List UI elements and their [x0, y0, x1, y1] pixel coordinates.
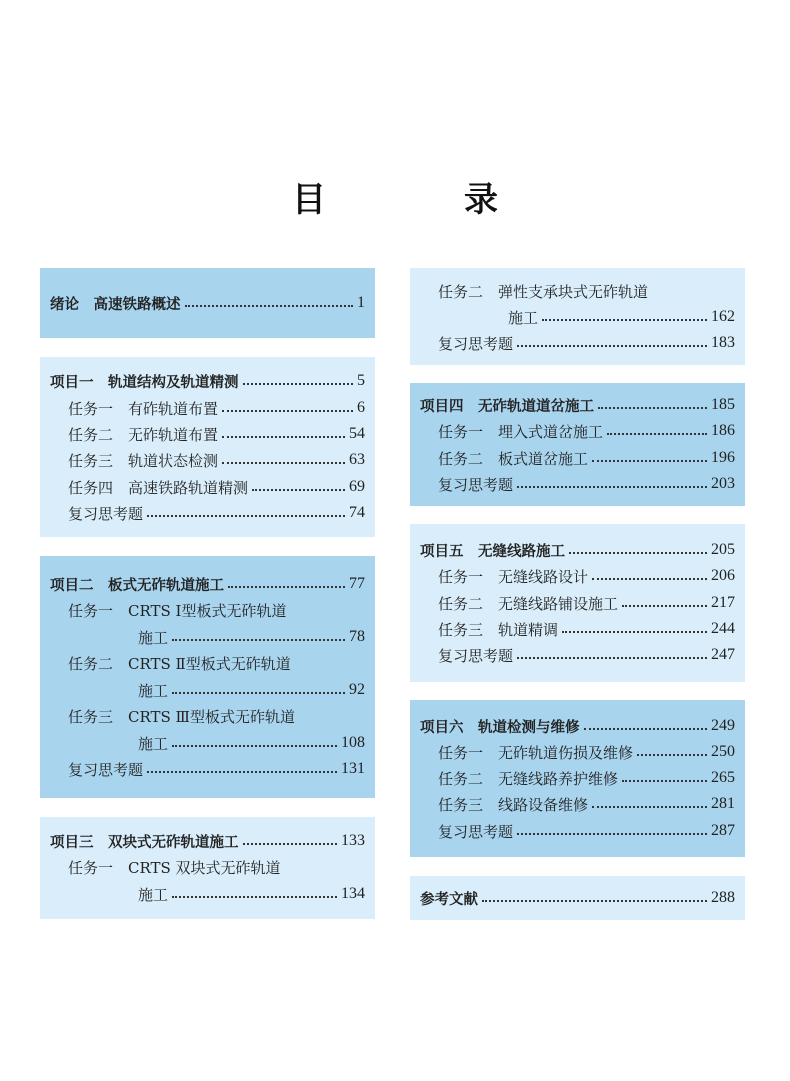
page-number: 185 [711, 396, 735, 413]
page-number: 247 [711, 646, 735, 663]
entry-label: 绪论 高速铁路概述 [50, 296, 181, 313]
entry-label: 任务二 无缝线路铺设施工 [438, 594, 619, 613]
page-number: 196 [711, 449, 735, 466]
dot-leader [637, 753, 707, 756]
page-number: 92 [349, 681, 365, 698]
dot-leader [243, 842, 338, 845]
dot-leader [517, 485, 707, 488]
entry-label: 任务二 CRTS Ⅱ型板式无砟轨道 [68, 654, 291, 673]
toc-entry[interactable] [438, 642, 735, 668]
entry-label: 任务一 CRTS 双块式无砟轨道 [68, 858, 281, 877]
page-number: 203 [711, 475, 735, 492]
dot-leader [185, 304, 354, 307]
page-number: 54 [349, 425, 365, 442]
dot-leader [569, 551, 707, 554]
entry-label: 项目三 双块式无砟轨道施工 [50, 834, 239, 851]
page-number: 281 [711, 795, 735, 812]
entry-label: 任务四 高速铁路轨道精测 [68, 478, 249, 497]
entry-label: 任务三 轨道状态检测 [68, 451, 219, 470]
toc-entry[interactable] [68, 395, 365, 421]
dot-leader [542, 318, 707, 321]
toc-entry[interactable] [438, 791, 735, 817]
toc-entry-line1[interactable] [68, 650, 365, 676]
dot-leader [482, 899, 707, 902]
toc-entry[interactable] [68, 421, 365, 447]
entry-label: 任务三 CRTS Ⅲ型板式无砟轨道 [68, 707, 296, 726]
dot-leader [172, 744, 337, 747]
entry-label: 任务一 无砟轨道伤损及维修 [438, 743, 634, 762]
toc-entry-project3[interactable] [50, 828, 365, 854]
dot-leader [517, 344, 707, 347]
page-number: 6 [357, 399, 365, 416]
toc-entry-line2[interactable] [138, 677, 365, 703]
dot-leader [622, 604, 707, 607]
page-number: 69 [349, 478, 365, 495]
entry-label: 任务二 板式道岔施工 [438, 449, 589, 468]
entry-label: 项目六 轨道检测与维修 [420, 719, 580, 736]
entry-label: 施工 [138, 681, 169, 700]
toc-entry[interactable] [438, 818, 735, 844]
page-number: 249 [711, 717, 735, 734]
dot-leader [222, 461, 345, 464]
dot-leader [517, 832, 707, 835]
dot-leader [172, 638, 345, 641]
toc-entry-line1[interactable] [68, 703, 365, 729]
dot-leader [622, 779, 707, 782]
entry-label: 任务一 无缝线路设计 [438, 567, 589, 586]
entry-label: 复习思考题 [438, 822, 514, 841]
entry-label: 施工 [138, 734, 169, 753]
entry-label: 施工 [508, 308, 539, 327]
dot-leader [592, 577, 707, 580]
page-number: 186 [711, 422, 735, 439]
dot-leader [228, 585, 345, 588]
entry-label: 施工 [138, 885, 169, 904]
toc-entry-project1[interactable] [50, 368, 365, 394]
toc-entry-line2[interactable] [138, 730, 365, 756]
page-number: 162 [711, 308, 735, 325]
page-number: 287 [711, 822, 735, 839]
dot-leader [584, 727, 708, 730]
toc-entry[interactable] [438, 590, 735, 616]
toc-entry[interactable] [438, 330, 735, 356]
toc-entry[interactable] [68, 500, 365, 526]
dot-leader [592, 805, 707, 808]
entry-label: 复习思考题 [438, 646, 514, 665]
toc-entry-project6[interactable] [420, 713, 735, 739]
entry-label: 任务一 有砟轨道布置 [68, 399, 219, 418]
toc-entry-line2[interactable] [138, 881, 365, 907]
toc-entry-intro[interactable] [50, 290, 365, 316]
toc-entry-line1[interactable] [68, 854, 365, 880]
dot-leader [607, 432, 707, 435]
entry-label: 任务二 弹性支承块式无砟轨道 [438, 282, 649, 301]
entry-label: 任务二 无缝线路养护维修 [438, 769, 619, 788]
entry-label: 复习思考题 [68, 504, 144, 523]
page-number: 250 [711, 743, 735, 760]
dot-leader [517, 656, 707, 659]
page-number: 1 [357, 294, 365, 311]
dot-leader [562, 630, 707, 633]
toc-entry[interactable] [438, 418, 735, 444]
page-number: 78 [349, 628, 365, 645]
entry-label: 任务二 无砟轨道布置 [68, 425, 219, 444]
entry-label: 任务一 CRTS Ⅰ型板式无砟轨道 [68, 601, 287, 620]
page-number: 288 [711, 889, 735, 906]
entry-label: 任务三 线路设备维修 [438, 795, 589, 814]
entry-label: 复习思考题 [438, 475, 514, 494]
page-number: 244 [711, 620, 735, 637]
toc-entry[interactable] [438, 563, 735, 589]
page-number: 131 [341, 760, 365, 777]
toc-entry-references[interactable] [420, 885, 735, 911]
page-title: 目 录 [292, 180, 550, 220]
entry-label: 复习思考题 [68, 760, 144, 779]
page-number: 217 [711, 594, 735, 611]
dot-leader [172, 895, 337, 898]
page-number: 77 [349, 575, 365, 592]
toc-entry-line2[interactable] [138, 624, 365, 650]
page-number: 206 [711, 567, 735, 584]
entry-label: 施工 [138, 628, 169, 647]
toc-entry[interactable] [68, 756, 365, 782]
dot-leader [222, 435, 345, 438]
dot-leader [252, 488, 345, 491]
dot-leader [222, 409, 353, 412]
toc-entry-project4[interactable] [420, 392, 735, 418]
page-number: 183 [711, 334, 735, 351]
toc-entry[interactable] [68, 447, 365, 473]
page-number: 133 [341, 832, 365, 849]
dot-leader [592, 459, 707, 462]
toc-entry-project5[interactable] [420, 537, 735, 563]
entry-label: 任务三 轨道精调 [438, 620, 559, 639]
toc-entry-line1[interactable] [68, 597, 365, 623]
entry-label: 项目五 无缝线路施工 [420, 543, 565, 560]
page-number: 205 [711, 541, 735, 558]
entry-label: 项目一 轨道结构及轨道精测 [50, 374, 239, 391]
entry-label: 参考文献 [420, 891, 478, 908]
entry-label: 项目四 无砟轨道道岔施工 [420, 398, 594, 415]
toc-entry[interactable] [438, 471, 735, 497]
toc-entry[interactable] [438, 765, 735, 791]
dot-leader [172, 691, 345, 694]
page-number: 74 [349, 504, 365, 521]
dot-leader [598, 406, 707, 409]
toc-entry-project2[interactable] [50, 571, 365, 597]
page-number: 63 [349, 451, 365, 468]
dot-leader [147, 770, 337, 773]
page-number: 108 [341, 734, 365, 751]
toc-entry[interactable] [68, 474, 365, 500]
page-number: 5 [357, 372, 365, 389]
entry-label: 复习思考题 [438, 334, 514, 353]
entry-label: 任务一 埋入式道岔施工 [438, 422, 604, 441]
toc-entry-line2[interactable] [508, 304, 735, 330]
toc-entry[interactable] [438, 616, 735, 642]
page-number: 265 [711, 769, 735, 786]
dot-leader [147, 514, 345, 517]
toc-entry-line1[interactable] [438, 278, 735, 304]
entry-label: 项目二 板式无砟轨道施工 [50, 577, 224, 594]
page-number: 134 [341, 885, 365, 902]
toc-entry[interactable] [438, 445, 735, 471]
toc-entry[interactable] [438, 739, 735, 765]
dot-leader [243, 382, 354, 385]
